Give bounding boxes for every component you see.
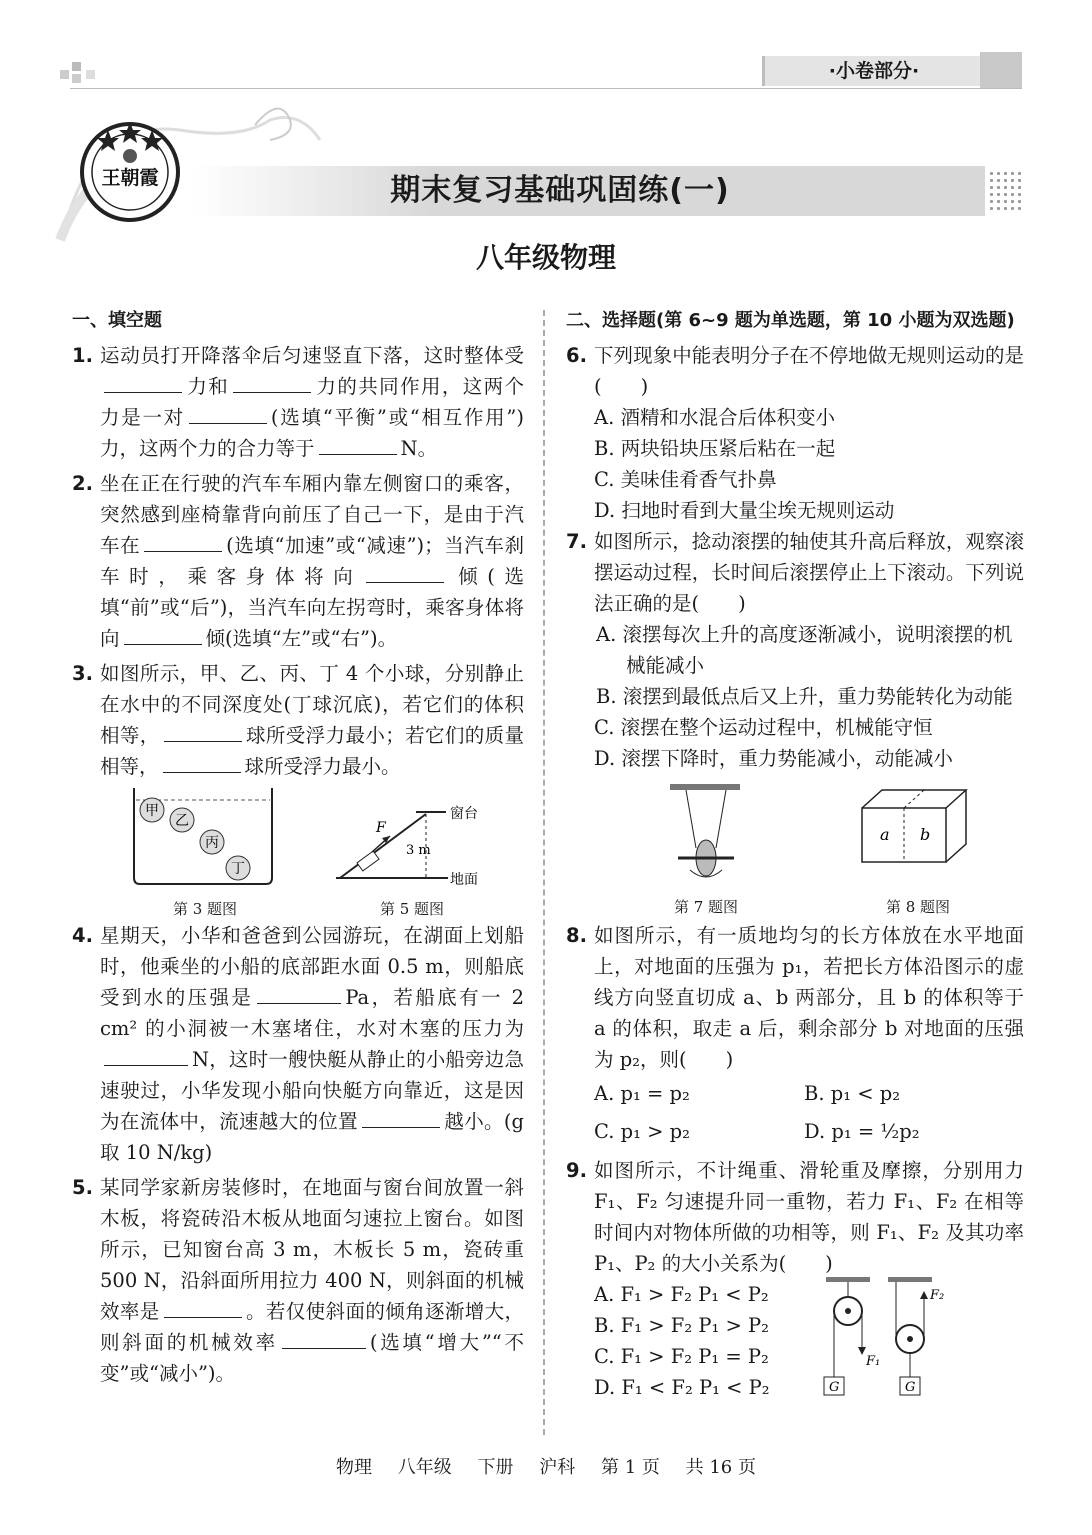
ball-yi: 乙 [175, 813, 189, 829]
question-1: 1. 运动员打开降落伞后匀速竖直下落，这时整体受力和 力的共同作用，这两个力是一对 (选填“平衡”或“相互作用”)力，这两个力的合力等于 N。 [72, 344, 524, 460]
section2-title: 二、选择题(第 6~9 题为单选题，第 10 小题为双选题) [566, 310, 1015, 331]
q9-option-d[interactable]: D. F₁ < F₂ P₁ < P₂ [594, 1376, 770, 1399]
fig7-maxwell-pendulum [656, 784, 756, 888]
q8-options [566, 1075, 1024, 1151]
footer-page: 第 1 页 [600, 1457, 660, 1478]
ball-jia: 甲 [145, 803, 159, 819]
fig8-a: a [880, 825, 890, 844]
q9-body [566, 1279, 1024, 1403]
fig5-top: 窗台 [450, 806, 478, 822]
q7-option-a[interactable]: A. 滚摆每次上升的高度逐渐减小，说明滚摆的机械能减小 [596, 623, 1013, 677]
question-9: 9. 如图所示，不计绳重、滑轮重及摩擦，分别用力 F₁、F₂ 匀速提升同一重物，若力 F₁、F₂ 在相等时间内对物体所做的功相等，则 F₁、F₂ 及其功率 P₁、P₂ 的大小关系为( ) [566, 1159, 1024, 1275]
footer-volume: 下册 [477, 1457, 514, 1478]
q9-option-a[interactable]: A. F₁ > F₂ P₁ < P₂ [594, 1283, 769, 1306]
figures-7-8 [566, 780, 1024, 916]
left-column [72, 305, 524, 1389]
fig5-height: 3 m [406, 843, 431, 858]
section-tag: ·小卷部分· [762, 56, 983, 86]
section1-title: 一、填空题 [72, 310, 162, 331]
fig3-caption: 第 3 题图 [172, 900, 238, 918]
q6-option-b[interactable]: B. 两块铅块压紧后粘在一起 [594, 437, 836, 460]
footer-subject: 物理 [336, 1457, 373, 1478]
q8-option-d[interactable]: D. p₁ = ½p₂ [804, 1120, 920, 1143]
q9-option-b[interactable]: B. F₁ > F₂ P₁ > P₂ [594, 1314, 769, 1337]
fig9-g2: G [905, 1380, 916, 1395]
q7-option-d[interactable]: D. 滚摆下降时，重力势能减小，动能减小 [594, 747, 953, 770]
q8-option-c[interactable]: C. p₁ > p₂ [594, 1120, 690, 1143]
page-title: 期末复习基础巩固练(一) [390, 173, 730, 208]
question-5: 5. 某同学家新房装修时，在地面与窗台间放置一斜木板，将瓷砖沿木板从地面匀速拉上窗台。如图所示，已知窗台高 3 m，木板长 5 m，瓷砖重 500 N，沿斜面所用拉力 400 N，则斜面的机械效率是 。若仅使斜面的倾角逐渐增大，则斜面的机械效率 (选填“增大”“不变”或“减小”)。 [72, 1176, 524, 1385]
figures-3-5 [72, 788, 524, 916]
q7-option-c[interactable]: C. 滚摆在整个运动过程中，机械能守恒 [594, 716, 933, 739]
fig7-caption: 第 7 题图 [673, 898, 739, 916]
fig9-f2: F₂ [930, 1288, 945, 1303]
q8-option-b[interactable]: B. p₁ < p₂ [804, 1082, 901, 1105]
page-subtitle: 八年级物理 [475, 241, 616, 274]
logo-text: 王朝霞 [101, 167, 159, 189]
question-7: 7. 如图所示，捻动滚摆的轴使其升高后释放，观察滚摆运动过程，长时间后滚摆停止上下滚动。下列说法正确的是( ) [566, 530, 1024, 615]
fig5-bottom: 地面 [450, 872, 478, 888]
fig3-beaker [130, 788, 280, 888]
header-rule [70, 88, 1022, 89]
q7-option-b[interactable]: B. 滚摆到最低点后又上升，重力势能转化为动能 [596, 685, 1013, 708]
fig9-pulleys [818, 1277, 998, 1401]
q8-option-a[interactable]: A. p₁ = p₂ [594, 1082, 690, 1105]
q6-option-a[interactable]: A. 酒精和水混合后体积变小 [594, 406, 835, 429]
question-3: 3. 如图所示，甲、乙、丙、丁 4 个小球，分别静止在水中的不同深度处(丁球沉底)，若它们的体积相等， 球所受浮力最小；若它们的质量相等， 球所受浮力最小。 [72, 662, 524, 778]
tag-decoration [980, 52, 1022, 88]
corner-squares [60, 62, 100, 86]
column-divider [543, 310, 545, 1435]
fig5-force: F [376, 820, 386, 836]
question-6: 6. 下列现象中能表明分子在不停地做无规则运动的是( ) [566, 344, 1024, 398]
question-2: 2. 坐在正在行驶的汽车车厢内靠左侧窗口的乘客，突然感到座椅靠背向前压了自己一下，是由于汽车在 (选填“加速”或“减速”)；当汽车刹车时，乘客身体将向 倾(选填“前”或“后”)，当汽车向左拐弯时，乘客身体将向 倾(选填“左”或“右”)。 [72, 472, 524, 650]
footer-total: 共 16 页 [685, 1457, 756, 1478]
question-4: 4. 星期天，小华和爸爸到公园游玩，在湖面上划船时，他乘坐的小船的底部距水面 0.5 m，则船底受到水的压强是 Pa，若船底有一 2 cm² 的小洞被一木塞堵住，水对木塞的压力为N，这时一艘快艇从静止的小船旁边急速驶过，小华发现小船向快艇方向靠近，这是因为在流体中，流速越大的位置 越小。(g 取 10 N/kg) [72, 924, 524, 1164]
q9-option-c[interactable]: C. F₁ > F₂ P₁ = P₂ [594, 1345, 769, 1368]
question-8: 8. 如图所示，有一质地均匀的长方体放在水平地面上，对地面的压强为 p₁，若把长方体沿图示的虚线方向竖直切成 a、b 两部分，且 b 的体积等于 a 的体积，取走 a 后，剩余部分 b 对地面的压强为 p₂，则( ) [566, 924, 1024, 1071]
footer-grade: 八年级 [397, 1457, 452, 1478]
dot-pattern [988, 170, 1024, 212]
fig8-b: b [920, 825, 931, 844]
fig9-g1: G [829, 1380, 840, 1395]
page-footer [0, 1453, 1092, 1479]
fig8-caption: 第 8 题图 [885, 898, 951, 916]
fig8-cuboid [858, 788, 978, 868]
fig5-caption: 第 5 题图 [379, 900, 445, 918]
q6-option-d[interactable]: D. 扫地时看到大量尘埃无规则运动 [594, 499, 895, 522]
ball-bing: 丙 [205, 835, 219, 851]
fig5-incline [328, 792, 528, 892]
footer-edition: 沪科 [539, 1457, 576, 1478]
fig9-f1: F₁ [866, 1354, 881, 1369]
ball-ding: 丁 [231, 861, 245, 877]
right-column [566, 305, 1024, 1403]
q6-option-c[interactable]: C. 美味佳肴香气扑鼻 [594, 468, 777, 491]
logo-seal [78, 118, 182, 222]
